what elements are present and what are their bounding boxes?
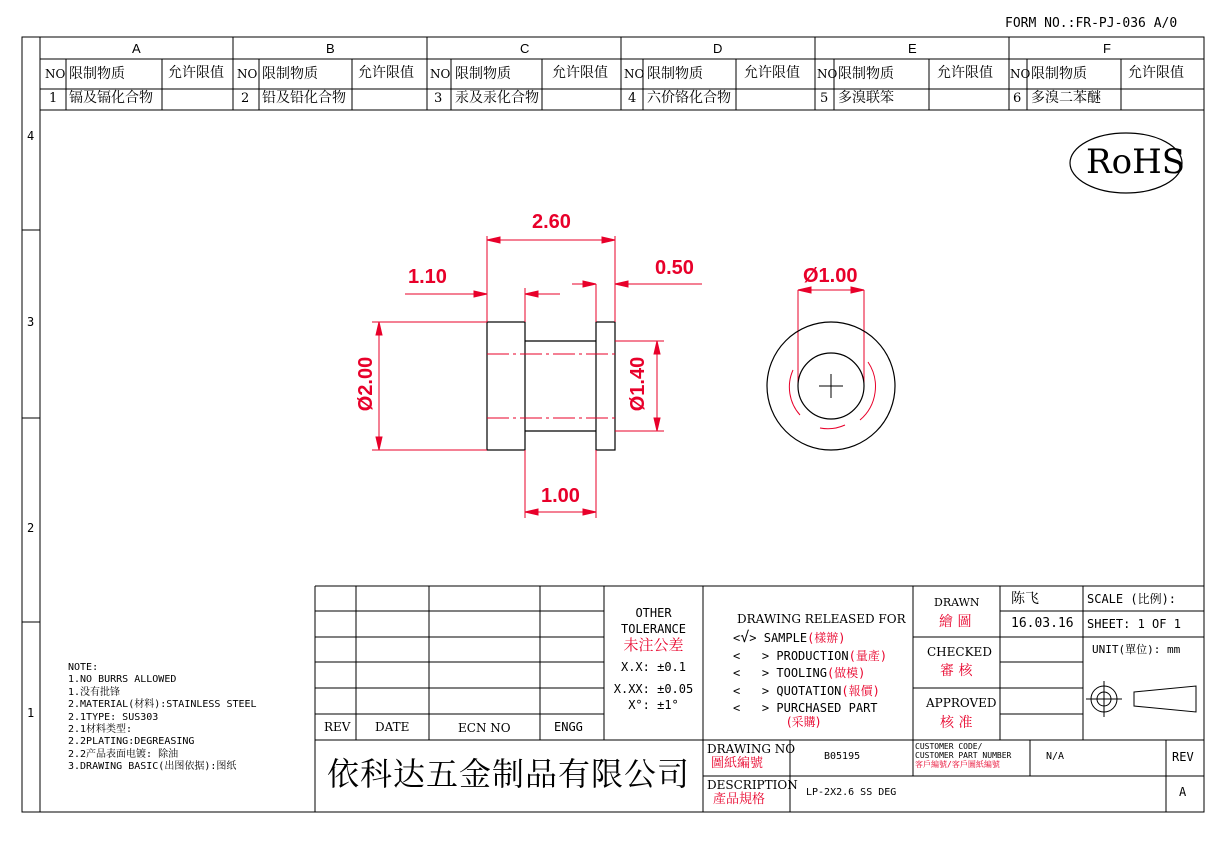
header-limit: 允许限值 [358, 65, 414, 81]
customer-label: CUSTOMER CODE/ CUSTOMER PART NUMBER 客戶編號/客戶圖紙編號 [915, 742, 1012, 769]
approved-label: APPROVED [926, 696, 997, 710]
drawing-no-value: B05195 [824, 751, 861, 762]
dim-flange-left: 1.10 [408, 266, 447, 288]
dim-outer-dia: Ø2.00 [355, 356, 377, 412]
substance-no: 3 [434, 91, 443, 106]
note-line: 2.MATERIAL(材料):STAINLESS STEEL [68, 699, 257, 711]
tolerance-title-cn: 未注公差 [623, 636, 684, 654]
header-no: NO [817, 67, 838, 81]
tolerance-xx: X.X: ±0.1 [620, 660, 687, 674]
drawing-no-label: DRAWING NO [707, 742, 796, 756]
zone-row-4: 4 [27, 129, 35, 143]
notes-block [68, 662, 257, 774]
release-options [733, 629, 887, 718]
tolerance-title: OTHER [635, 606, 672, 620]
rev-label: REV [1172, 750, 1194, 764]
projection-symbol-icon [1086, 681, 1196, 717]
dim-flange-right: 0.50 [655, 257, 694, 279]
header-no: NO [45, 67, 66, 81]
substance-no: 2 [241, 91, 250, 106]
note-line: NOTE: [68, 662, 99, 673]
header-substance: 限制物质 [455, 66, 511, 82]
header-no: NO [624, 67, 645, 81]
substance-no: 4 [628, 91, 637, 106]
tolerance-angle: X°: ±1° [628, 698, 679, 712]
company-name: 依科达五金制品有限公司 [327, 755, 691, 793]
tolerance-xxx: X.XX: ±0.05 [613, 682, 694, 696]
header-substance: 限制物质 [647, 66, 703, 82]
header-substance: 限制物质 [69, 66, 125, 82]
release-option-production: < > PRODUCTION(量產) [733, 648, 888, 663]
note-line: 1.没有批锋 [68, 686, 121, 698]
approved-label-cn: 核 准 [940, 715, 973, 731]
substance-name: 多溴联笨 [838, 90, 894, 106]
drawn-label-cn: 繪 圖 [939, 614, 972, 630]
substance-name: 汞及汞化合物 [455, 90, 539, 106]
tolerance-block [604, 605, 703, 713]
substance-name: 六价铬化合物 [647, 90, 731, 106]
header-limit: 允许限值 [1128, 65, 1184, 81]
part-end-view [767, 322, 895, 450]
zone-col-c: C [520, 41, 530, 56]
zone-row-3: 3 [27, 315, 35, 329]
zone-col-a: A [132, 41, 141, 56]
note-line: 3.DRAWING BASIC(出图依据):图纸 [68, 761, 237, 773]
note-line: 2.1TYPE: SUS303 [68, 711, 159, 723]
note-line: 2.2产品表面电镀: 除油 [68, 748, 179, 760]
release-purchased-cn: (采購) [787, 715, 821, 729]
substance-name: 铅及铅化合物 [262, 90, 346, 106]
header-substance: 限制物质 [838, 66, 894, 82]
zone-col-f: F [1103, 41, 1111, 56]
ecn-header: ECN NO [458, 721, 511, 735]
substance-no: 5 [820, 91, 829, 106]
rev-header: REV [324, 720, 351, 734]
note-line: 2.1材料类型: [68, 724, 133, 736]
header-substance: 限制物质 [262, 66, 318, 82]
dim-overall-length: 2.60 [532, 211, 571, 233]
header-no: NO [430, 67, 451, 81]
checked-label: CHECKED [927, 645, 992, 659]
sheet-label: SHEET: 1 OF 1 [1087, 617, 1181, 631]
description-label: DESCRIPTION [707, 778, 798, 792]
release-title: DRAWING RELEASED FOR [737, 612, 906, 626]
header-limit: 允许限值 [744, 65, 800, 81]
zone-col-d: D [713, 41, 723, 56]
drawn-label: DRAWN [934, 596, 980, 609]
tolerance-title: TOLERANCE [620, 622, 687, 636]
release-option-quotation: < > QUOTATION(報價) [733, 683, 880, 698]
zone-row-1: 1 [27, 706, 35, 720]
header-limit: 允许限值 [937, 65, 993, 81]
zone-col-b: B [326, 41, 335, 56]
header-limit: 允许限值 [552, 65, 608, 81]
release-option-sample: <√> SAMPLE(樣辦) [733, 628, 846, 646]
drawing-no-label-cn: 圖紙編號 [711, 756, 764, 771]
release-option-purchased: < > PURCHASED PART [733, 701, 878, 715]
note-line: 2.2PLATING:DEGREASING [68, 736, 195, 748]
date-header: DATE [375, 720, 410, 734]
description-value: LP-2X2.6 SS DEG [806, 787, 897, 798]
header-limit: 允许限值 [168, 65, 224, 81]
dim-shank-length: 1.00 [541, 485, 580, 507]
header-substance: 限制物质 [1031, 66, 1087, 82]
checkmark-icon: √ [740, 628, 750, 646]
description-label-cn: 產品規格 [713, 792, 766, 807]
engg-header: ENGG [554, 720, 583, 734]
checked-label-cn: 審 核 [940, 663, 973, 679]
scale-label: SCALE (比例): [1087, 592, 1177, 606]
substance-no: 1 [49, 91, 58, 106]
release-option-tooling: < > TOOLING(做模) [733, 666, 866, 680]
drawn-date: 16.03.16 [1011, 616, 1074, 631]
zone-col-e: E [908, 41, 917, 56]
note-line: 1.NO BURRS ALLOWED [68, 674, 177, 686]
form-number: FORM NO.:FR-PJ-036 A/0 [1005, 16, 1178, 31]
dim-shank-dia: Ø1.40 [627, 356, 649, 412]
drawn-name: 陈飞 [1011, 591, 1039, 607]
rohs-mark: RoHS [1086, 142, 1186, 182]
zone-row-2: 2 [27, 521, 35, 535]
header-no: NO [1010, 67, 1031, 81]
rev-value: A [1179, 785, 1187, 799]
header-no: NO [237, 67, 258, 81]
substance-name: 镉及镉化合物 [69, 90, 153, 106]
part-side-view [487, 322, 615, 450]
substance-no: 6 [1013, 91, 1022, 106]
customer-value: N/A [1046, 751, 1065, 762]
unit-label: UNIT(單位): mm [1092, 643, 1181, 656]
substance-name: 多溴二苯醚 [1031, 90, 1101, 106]
dim-inner-dia: Ø1.00 [803, 265, 858, 287]
